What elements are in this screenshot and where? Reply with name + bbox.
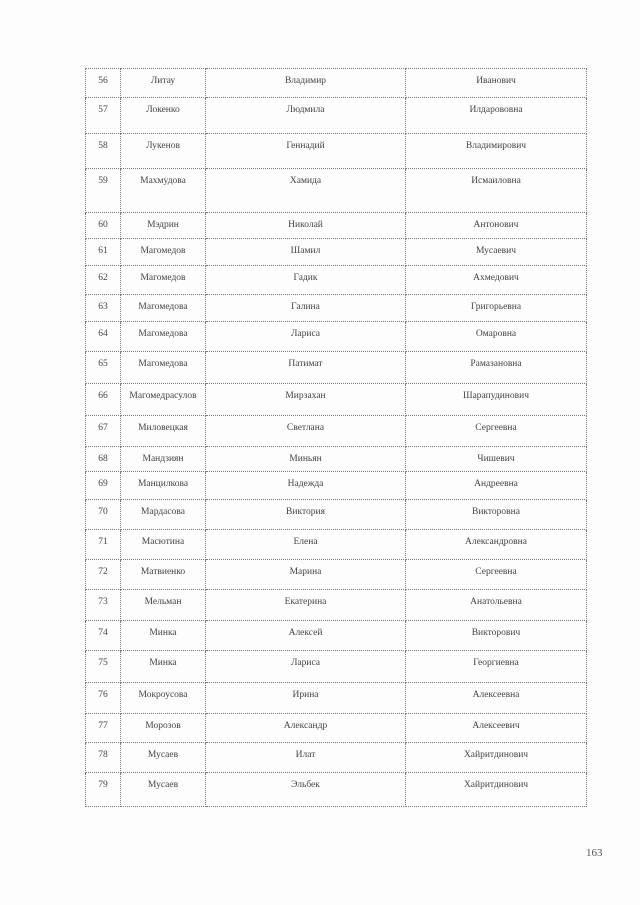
first-name-cell: Гадик <box>206 266 406 295</box>
patronymic-cell: Ахмедович <box>406 266 587 295</box>
table-row <box>86 621 587 651</box>
table-row <box>86 773 587 807</box>
first-name-cell: Александр <box>206 714 406 743</box>
patronymic-cell: Андреевна <box>406 472 587 500</box>
patronymic-cell: Шарапудинович <box>406 384 587 416</box>
table-row <box>86 714 587 743</box>
last-name-cell: Манцилкова <box>121 472 206 500</box>
table-row <box>86 472 587 500</box>
page-number: 163 <box>586 847 603 859</box>
row-number: 75 <box>86 651 121 683</box>
last-name-cell: Магомедова <box>121 322 206 352</box>
first-name-cell: Шамил <box>206 239 406 266</box>
first-name-cell: Ирина <box>206 683 406 714</box>
patronymic-cell: Алексеевна <box>406 683 587 714</box>
first-name-cell: Патимат <box>206 352 406 384</box>
patronymic-cell: Илдарововна <box>406 98 587 134</box>
last-name-cell: Махмудова <box>121 169 206 213</box>
table-row <box>86 530 587 560</box>
last-name-cell: Мокроусова <box>121 683 206 714</box>
table-row <box>86 352 587 384</box>
patronymic-cell: Владимирович <box>406 134 587 169</box>
row-number: 60 <box>86 213 121 239</box>
last-name-cell: Магомедрасулов <box>121 384 206 416</box>
last-name-cell: Магомедова <box>121 352 206 384</box>
row-number: 72 <box>86 560 121 590</box>
patronymic-cell: Мусаевич <box>406 239 587 266</box>
row-number: 65 <box>86 352 121 384</box>
table-row <box>86 743 587 773</box>
first-name-cell: Галина <box>206 295 406 322</box>
patronymic-cell: Хайритдинович <box>406 743 587 773</box>
last-name-cell: Морозов <box>121 714 206 743</box>
patronymic-cell: Антонович <box>406 213 587 239</box>
last-name-cell: Минка <box>121 651 206 683</box>
table-row <box>86 134 587 169</box>
table-row <box>86 590 587 621</box>
patronymic-cell: Викторовна <box>406 500 587 530</box>
patronymic-cell: Исмаиловна <box>406 169 587 213</box>
row-number: 74 <box>86 621 121 651</box>
row-number: 64 <box>86 322 121 352</box>
table-row <box>86 500 587 530</box>
row-number: 61 <box>86 239 121 266</box>
table-row <box>86 266 587 295</box>
row-number: 73 <box>86 590 121 621</box>
row-number: 56 <box>86 69 121 98</box>
patronymic-cell: Алексеевич <box>406 714 587 743</box>
patronymic-cell: Иванович <box>406 69 587 98</box>
first-name-cell: Геннадий <box>206 134 406 169</box>
table-row <box>86 295 587 322</box>
table-row <box>86 98 587 134</box>
patronymic-cell: Викторович <box>406 621 587 651</box>
last-name-cell: Мандзиян <box>121 447 206 472</box>
last-name-cell: Локенко <box>121 98 206 134</box>
patronymic-cell: Александровна <box>406 530 587 560</box>
patronymic-cell: Григорьевна <box>406 295 587 322</box>
row-number: 66 <box>86 384 121 416</box>
first-name-cell: Владимир <box>206 69 406 98</box>
table-row <box>86 239 587 266</box>
last-name-cell: Матвиенко <box>121 560 206 590</box>
last-name-cell: Магомедов <box>121 239 206 266</box>
first-name-cell: Надежда <box>206 472 406 500</box>
row-number: 63 <box>86 295 121 322</box>
last-name-cell: Масютина <box>121 530 206 560</box>
patronymic-cell: Чишевич <box>406 447 587 472</box>
table-row <box>86 169 587 213</box>
row-number: 67 <box>86 416 121 447</box>
first-name-cell: Людмила <box>206 98 406 134</box>
table-row <box>86 683 587 714</box>
table-row <box>86 384 587 416</box>
row-number: 76 <box>86 683 121 714</box>
patronymic-cell: Сергеевна <box>406 416 587 447</box>
last-name-cell: Мусаев <box>121 773 206 807</box>
last-name-cell: Миловецкая <box>121 416 206 447</box>
table-row <box>86 213 587 239</box>
last-name-cell: Мардасова <box>121 500 206 530</box>
patronymic-cell: Омаровна <box>406 322 587 352</box>
first-name-cell: Екатерина <box>206 590 406 621</box>
first-name-cell: Хамида <box>206 169 406 213</box>
last-name-cell: Магомедова <box>121 295 206 322</box>
row-number: 69 <box>86 472 121 500</box>
table-row <box>86 69 587 98</box>
patronymic-cell: Анатольевна <box>406 590 587 621</box>
row-number: 71 <box>86 530 121 560</box>
row-number: 59 <box>86 169 121 213</box>
first-name-cell: Светлана <box>206 416 406 447</box>
row-number: 77 <box>86 714 121 743</box>
first-name-cell: Илат <box>206 743 406 773</box>
last-name-cell: Лукенов <box>121 134 206 169</box>
table-row <box>86 447 587 472</box>
first-name-cell: Алексей <box>206 621 406 651</box>
table-row <box>86 651 587 683</box>
patronymic-cell: Георгиевна <box>406 651 587 683</box>
patronymic-cell: Рамазановна <box>406 352 587 384</box>
table-row <box>86 560 587 590</box>
row-number: 79 <box>86 773 121 807</box>
first-name-cell: Николай <box>206 213 406 239</box>
row-number: 62 <box>86 266 121 295</box>
row-number: 57 <box>86 98 121 134</box>
last-name-cell: Магомедов <box>121 266 206 295</box>
last-name-cell: Минка <box>121 621 206 651</box>
row-number: 58 <box>86 134 121 169</box>
patronymic-cell: Сергеевна <box>406 560 587 590</box>
first-name-cell: Миньян <box>206 447 406 472</box>
row-number: 68 <box>86 447 121 472</box>
first-name-cell: Елена <box>206 530 406 560</box>
name-list-table <box>85 68 587 807</box>
last-name-cell: Мэдрин <box>121 213 206 239</box>
row-number: 78 <box>86 743 121 773</box>
row-number: 70 <box>86 500 121 530</box>
patronymic-cell: Хайритдинович <box>406 773 587 807</box>
last-name-cell: Мусаев <box>121 743 206 773</box>
first-name-cell: Марина <box>206 560 406 590</box>
table-row <box>86 322 587 352</box>
last-name-cell: Мельман <box>121 590 206 621</box>
first-name-cell: Мирзахан <box>206 384 406 416</box>
first-name-cell: Лариса <box>206 651 406 683</box>
first-name-cell: Виктория <box>206 500 406 530</box>
last-name-cell: Литау <box>121 69 206 98</box>
table-row <box>86 416 587 447</box>
first-name-cell: Эльбек <box>206 773 406 807</box>
first-name-cell: Лариса <box>206 322 406 352</box>
